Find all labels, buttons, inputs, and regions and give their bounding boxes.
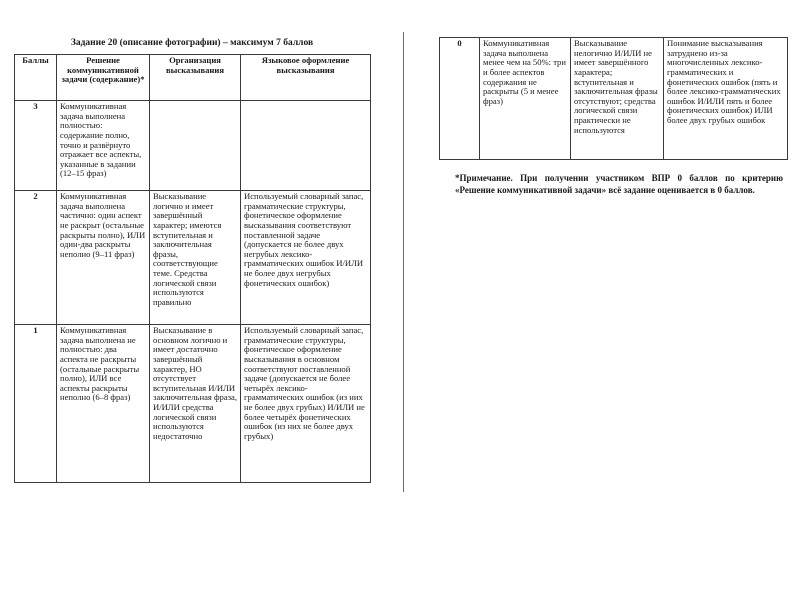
row-organization: Высказывание в основном логично и имеет достаточно завершённый характер, НО отсутствует вступительная И/ИЛИ заключительная фраза, И/ИЛИ средства логической связи используются недостаточно (150, 325, 241, 483)
header-language: Языковое оформление высказывания (241, 55, 371, 101)
table-row (440, 38, 788, 160)
row-content: Коммуникативная задача выполнена менее чем на 50%: три и более аспектов содержания не раскрыты (5 и менее фраз) (480, 38, 571, 160)
row-language: Используемый словарный запас, грамматические структуры, фонетическое оформление высказывания в основном соответствуют поставленной задаче (допускается не более четырёх лексико-грамматических ошибок (из них не более двух грубых) И/ИЛИ не более четырёх фонетических ошибок (из них не более двух грубых) (241, 325, 371, 483)
row-organization: Высказывание логично и имеет завершённый характер; имеются вступительная и заключительная фразы, соответствующие теме. Средства логической связи используются правильно (150, 191, 241, 325)
row-language (241, 101, 371, 191)
page-divider (403, 32, 404, 492)
assessment-table (14, 54, 371, 483)
table-row (15, 101, 371, 191)
table-row (15, 191, 371, 325)
row-language: Понимание высказывания затруднено из-за многочисленных лексико-грамматических и фонетических ошибок (пять и более лексико-грамматических ошибок И/ИЛИ пять и более фонетических ошибок) ИЛИ более двух грубых ошибок (664, 38, 788, 160)
table-header-row (15, 55, 371, 101)
row-content: Коммуникативная задача выполнена частично: один аспект не раскрыт (остальные раскрыты полно), ИЛИ один-два раскрыты неполно (9–11 фраз) (57, 191, 150, 325)
page-title: Задание 20 (описание фотографии) – максимум 7 баллов (70, 38, 314, 48)
row-points: 2 (15, 191, 57, 325)
row-points: 3 (15, 101, 57, 191)
row-organization (150, 101, 241, 191)
assessment-table-continued (439, 37, 788, 160)
row-content: Коммуникативная задача выполнена не полностью: два аспекта не раскрыты (остальные раскрыты полно), ИЛИ все аспекты раскрыты неполно (6–8 фраз) (57, 325, 150, 483)
row-organization: Высказывание нелогично И/ИЛИ не имеет завершённого характера; вступительная и заключительная фразы отсутствуют; средства логической связи практически не используются (571, 38, 664, 160)
footnote: *Примечание. При получении участником ВПР 0 баллов по критерию «Решение коммуникативной задачи» всё задание оценивается в 0 баллов. (455, 173, 783, 195)
row-points: 1 (15, 325, 57, 483)
header-organization: Организация высказывания (150, 55, 241, 101)
row-language: Используемый словарный запас, грамматические структуры, фонетическое оформление высказывания соответствуют поставленной задаче (допускается не более двух негрубых лексико-грамматических ошибок И/ИЛИ не более двух негрубых фонетических ошибок) (241, 191, 371, 325)
header-content: Решение коммуникативной задачи (содержание)* (57, 55, 150, 101)
row-content: Коммуникативная задача выполнена полностью: содержание полно, точно и развёрнуто отражает все аспекты, указанные в задании (12–15 фраз) (57, 101, 150, 191)
header-points: Баллы (15, 55, 57, 101)
row-points: 0 (440, 38, 480, 160)
table-row (15, 325, 371, 483)
